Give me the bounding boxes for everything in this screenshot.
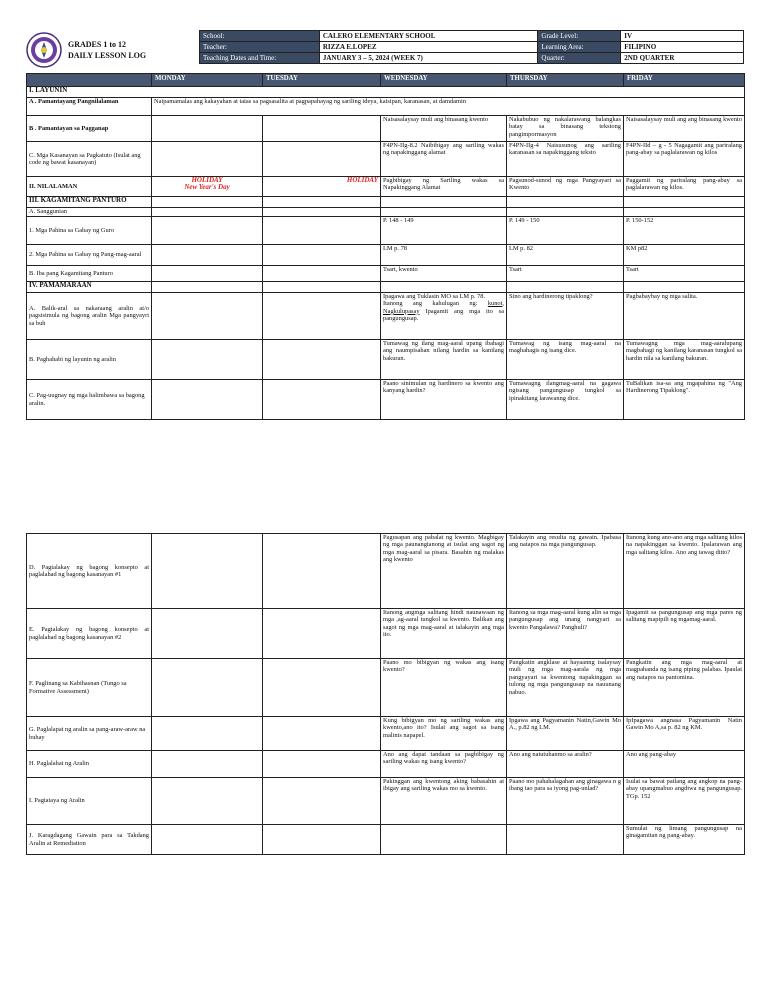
row-label-gabay-mag-aaral: 2. Mga Pahina sa Gabay ng Pang-mag-aaral — [27, 245, 152, 266]
generalization-wed: Ano ang dapat tandaan sa pagbibigay ng sariling wakas ng isang kwento? — [381, 751, 507, 778]
day-header-tuesday: TUESDAY — [263, 74, 381, 87]
discussion2-thu: Itanong sa mga mag-aaral kung alin sa mga pangungusap ang unang nangyari sa kwento Pangalawa? Panghuli? — [507, 609, 624, 659]
cell-empty — [624, 208, 745, 217]
school-label: School: — [200, 31, 320, 42]
performance-fri: Naisasalaysay muli ang ang binasang kwento — [624, 116, 745, 142]
cell-empty — [152, 380, 263, 420]
dates-value: JANUARY 3 – 5, 2024 (WEEK 7) — [319, 53, 538, 64]
application-thu: Ipgawa ang Pagyamanin Natin,Gawin Mo A., p.82 ng LM. — [507, 717, 624, 751]
teacher-guide-fri: P. 150-152 — [624, 217, 745, 245]
review-fri: Pagbabaybay ng mga salita. — [624, 293, 745, 340]
section-kagamitan: III. KAGAMITANG PANTURO — [27, 197, 152, 208]
cell-empty — [263, 217, 381, 245]
motivation-thu: Tumawag ng isang mag-aaral na maghahagis ng isang dice. — [507, 340, 624, 380]
holiday-monday-line2: New Year's Day — [184, 183, 230, 192]
form-title-line2: DAILY LESSON LOG — [68, 51, 147, 60]
row-label-pagtalakay-2: E. Pagtalakay ng bagong konsepto at paglalahad ng bagong kasanayan #2 — [27, 609, 152, 659]
cell-empty — [381, 197, 507, 208]
examples-thu: Tumawagng ilangmag-aaral na gagawa ngisang pangungusap tungkol sa ipinakitang larawanng dice. — [507, 380, 624, 420]
header-info-table — [199, 30, 744, 64]
cell-empty — [152, 245, 263, 266]
cell-empty — [507, 197, 624, 208]
row-label-pagtalakay-1: D. Pagtalakay ng bagong konsepto at paglalahad ng bagong kasanayan #1 — [27, 534, 152, 609]
mastery-fri: Pangkatin ang mga mag-aaral at magpahanda ng isang piping palabas. Ipaulat ang natapos na pantomina. — [624, 659, 745, 717]
content-standard-text: Naipamamalas ang kakayahan at tatas sa pagsasalita at pagpapahayag ng sariling ideya, kaisipan, karanasan, at damdamin — [152, 98, 745, 116]
discussion2-fri: Ipagamit sa pangungusap ang mga pares ng salitang mapipili ng mgamag-aaral. — [624, 609, 745, 659]
row-label-kasanayan — [27, 142, 152, 177]
row-label-pag-uugnay: C. Pag-uugnay ng mga halimbawa sa bagong aralin. — [27, 380, 152, 420]
motivation-fri: Tumawagng mga mag-aaralupang magbahagi ng kanilang karanasan tungkol sa hardin nila sa kanilang bakuran. — [624, 340, 745, 380]
competency-fri: F4PN-IId – g - 5 Nagagamit ang pariralang pang-abay sa paglalarawan ng kilos — [624, 142, 745, 177]
area-label: Learning Area: — [538, 42, 621, 53]
cell-empty — [263, 245, 381, 266]
school-value: CALERO ELEMENTARY SCHOOL — [319, 31, 538, 42]
competency-wed: F4PN-IIg-8.2 Naibibigay ang sariling wakas ng napakinggang alamat — [381, 142, 507, 177]
content-thu: Pagsunod-sunod ng mga Pangyayari sa Kwento — [507, 177, 624, 197]
cell-empty — [152, 293, 263, 340]
row-label-paglalahat: H. Paglalahat ng Aralin — [27, 751, 152, 778]
cell-empty — [263, 293, 381, 340]
cell-empty — [152, 659, 263, 717]
cell-empty — [263, 609, 381, 659]
row-label-iba-pang-kagamitan: B. Iba pang Kagamitang Panturo — [27, 266, 152, 282]
review-wed: Ipagawa ang Tuklasin MO sa LM p. 78. Itanong ang kahulugan ng: kunot, Nagkulupasay Ipagamit ang mga ito sa pangungusap. — [381, 293, 507, 340]
examples-fri: TuBalikan isa-sa ang mgapahina ng "Ang Hardinerong Tipaklong". — [624, 380, 745, 420]
learner-guide-wed: LM p. 78 — [381, 245, 507, 266]
cell-empty — [263, 534, 381, 609]
teacher-value: RIZZA E.LOPEZ — [319, 42, 538, 53]
row-label-pagtataya: I. Pagtataya ng Aralin — [27, 778, 152, 825]
cell-empty — [263, 751, 381, 778]
holiday-monday — [152, 177, 263, 197]
cell-empty — [381, 282, 507, 293]
learner-guide-fri: KM p82 — [624, 245, 745, 266]
grade-value: IV — [621, 31, 744, 42]
corner-header-cell — [27, 74, 152, 87]
row-label-sanggunian: A. Sanggunian — [27, 208, 152, 217]
materials-thu: Tsart — [507, 266, 624, 282]
performance-thu: Nakabubuo ng nakalarawang balangkas batay sa binasang tekstong pangimpormasyon — [507, 116, 624, 142]
teacher-label: Teacher: — [200, 42, 320, 53]
cell-empty — [152, 282, 263, 293]
cell-empty — [263, 116, 381, 142]
day-header-friday: FRIDAY — [624, 74, 745, 87]
review-wed-1: Ipagawa ang Tuklasin MO sa LM p. 78. — [383, 293, 486, 300]
day-header-wednesday: WEDNESDAY — [381, 74, 507, 87]
cell-empty — [152, 217, 263, 245]
cell-empty — [263, 778, 381, 825]
cell-empty — [152, 609, 263, 659]
cell-empty — [624, 282, 745, 293]
row-label-pamantayang-pangnilalaman: A . Pamantayang Pangnilalaman — [27, 98, 152, 116]
evaluation-thu: Paano mo pahahalagahan ang ginagawa n g ibang tao para sa iyong pag-unlad? — [507, 778, 624, 825]
cell-empty — [263, 208, 381, 217]
day-header-monday: MONDAY — [152, 74, 263, 87]
cell-empty — [263, 142, 381, 177]
cell-empty — [152, 340, 263, 380]
generalization-fri: Ano ang pang-abay — [624, 751, 745, 778]
cell-empty — [263, 380, 381, 420]
discussion1-thu: Talakayin ang resulta ng gawain. Ipabasa ang natapos na mga pangungusap. — [507, 534, 624, 609]
section-nilalaman: II. NILALAMAN — [27, 177, 152, 197]
cell-empty — [507, 825, 624, 855]
teacher-guide-wed: P. 148 - 149 — [381, 217, 507, 245]
teacher-guide-thu: P. 149 - 150 — [507, 217, 624, 245]
performance-wed: Naisasalaysay muli ang binasang kwento — [381, 116, 507, 142]
evaluation-wed: Pakinggan ang kwentong aking babasahin at ibigay ang sariling wakas mo sa kwento. — [381, 778, 507, 825]
cell-empty — [152, 116, 263, 142]
row-label-balik-aral: A. Balik-aral sa nakaraang aralin at/o pagsisimula ng bagong aralin Mga pangyayri sa buh — [27, 293, 152, 340]
application-wed: Kung bibigyan mo ng sariling wakas ang kwento,ano ito? Isulat ang sagot sa isang malinis napapel. — [381, 717, 507, 751]
learner-guide-thu: LM p. 82 — [507, 245, 624, 266]
lesson-log-table-page2 — [26, 533, 745, 855]
lesson-log-table-page1 — [26, 73, 745, 420]
mastery-thu: Pangkatin angklase at hayaanng isalaysay muli ng mga mag-aaralа ng mga pangyayari sa kwentong napakinggan sa tulong ng mga pangungusap na nauunang nabuo. — [507, 659, 624, 717]
row-label-gabay-guro: 1. Mga Pahina sa Gabay ng Guro — [27, 217, 152, 245]
cell-empty — [507, 208, 624, 217]
discussion1-fri: Itanong kung ano-ano ang mga salitang kilos na napakinggan sa kwento. Ipalarawan ang mga salitang kilos. Ano ang tawag ditto? — [624, 534, 745, 609]
assignment-fri: Sumulat ng limang pangungusap na ginagamitan ng pang-abay. — [624, 825, 745, 855]
generalization-thu: Ano ang natutuhanmo sa aralin? — [507, 751, 624, 778]
materials-fri: Tsart — [624, 266, 745, 282]
review-wed-3: Ipagamit ang mga ito sa pangungusap. — [383, 307, 504, 323]
cell-empty — [263, 282, 381, 293]
area-value: FILIPINO — [621, 42, 744, 53]
cell-empty — [381, 825, 507, 855]
form-title — [68, 39, 146, 61]
materials-wed: Tsart, kwento — [381, 266, 507, 282]
motivation-wed: Tumawag ng ilang mag-aaral upang ibahagi ang naumpisahan nilang hardin sa kanilang bakuran. — [381, 340, 507, 380]
application-fri: IpIpagawa angnasa Pagyamanin Natin Gawin Mo A,sa p. 82 ng KM. — [624, 717, 745, 751]
holiday-monday-line1: HOLIDAY — [191, 176, 223, 184]
kasanayan-label-text: C. Mga Kasanayan sa Pagkatuto (Isulat ang code ng bawat kasanayan) — [29, 151, 141, 166]
section-layunin: I. LAYUNIN — [27, 87, 745, 98]
day-header-thursday: THURSDAY — [507, 74, 624, 87]
dates-label: Teaching Dates and Time: — [200, 53, 320, 64]
review-wed-2: Itanong ang kahulugan ng: — [383, 300, 488, 308]
evaluation-fri: Isulat sa bawat patlang ang angkop na pang-abay upangmabuo angdiwa ng pangungusap. TGp. 152 — [624, 778, 745, 825]
cell-empty — [152, 751, 263, 778]
cell-empty — [152, 142, 263, 177]
cell-empty — [152, 778, 263, 825]
cell-empty — [152, 534, 263, 609]
cell-empty — [152, 717, 263, 751]
row-label-pamantayan-sa-pagganap: B . Pamantayan sa Pagganap — [27, 116, 152, 142]
row-label-karagdagang-gawain: J. Karagdagang Gawain para sa Takdang Aralin at Remediation — [27, 825, 152, 855]
cell-empty — [152, 266, 263, 282]
discussion2-wed: Itanong angmga salitang hindi naunawaan ng mga ,ag-aaral tungkol sa kwento. Balikan ang sagot ng mga mag-aaral at talakayin ang mga ito. — [381, 609, 507, 659]
cell-empty — [263, 197, 381, 208]
review-thu: Sino ang hardinerong tipaklong? — [507, 293, 624, 340]
content-fri: Paggamit ng pariralang pang-abay sa paglalarawan ng kilos. — [624, 177, 745, 197]
form-title-line1: GRADES 1 to 12 — [68, 40, 127, 49]
cell-empty — [263, 340, 381, 380]
cell-empty — [381, 208, 507, 217]
quarter-label: Quarter: — [538, 53, 621, 64]
competency-thu: F4PN-IIg-4 Naisusunog ang sariling karanasan sa napakinggang teksto — [507, 142, 624, 177]
quarter-value: 2ND QUARTER — [621, 53, 744, 64]
cell-empty — [263, 825, 381, 855]
cell-empty — [263, 717, 381, 751]
discussion1-wed: Pagusapan ang pabalat ng kwento. Magbigay ng mga paunangtanong at isulat ang sagot ng mga mag-aaral sa pisara. Basahin ng malakas ang kwento — [381, 534, 507, 609]
word-kunot: kunot — [487, 300, 503, 308]
cell-empty — [263, 659, 381, 717]
cell-empty — [507, 282, 624, 293]
row-label-paghahabi: B. Paghahabi ng layunin ng aralin — [27, 340, 152, 380]
cell-empty — [152, 197, 263, 208]
examples-wed: Paano sinimulan ng hardinero sa kwento ang kanyang hardin? — [381, 380, 507, 420]
cell-empty — [263, 266, 381, 282]
grade-label: Grade Level: — [538, 31, 621, 42]
section-pamamaraan: IV. PAMAMARAAN — [27, 282, 152, 293]
row-label-paglalapat: G. Paglalapat ng aralin sa pang-araw-araw na buhay — [27, 717, 152, 751]
content-wed: Pagbibigay ng Sariling wakas sa Napakinggang Alamat — [381, 177, 507, 197]
cell-empty — [624, 197, 745, 208]
word-nagkulupasay: Nagkulupasay — [383, 307, 420, 315]
deped-seal-logo — [26, 32, 62, 68]
mastery-wed: Paano mo bibigyan ng wakas ang isang kwento? — [381, 659, 507, 717]
cell-empty — [152, 208, 263, 217]
row-label-paglinang: F. Paglinang sa Kabihasnan (Tungo sa Formative Assessment) — [27, 659, 152, 717]
cell-empty — [152, 825, 263, 855]
holiday-tuesday: HOLIDAY — [263, 177, 381, 197]
